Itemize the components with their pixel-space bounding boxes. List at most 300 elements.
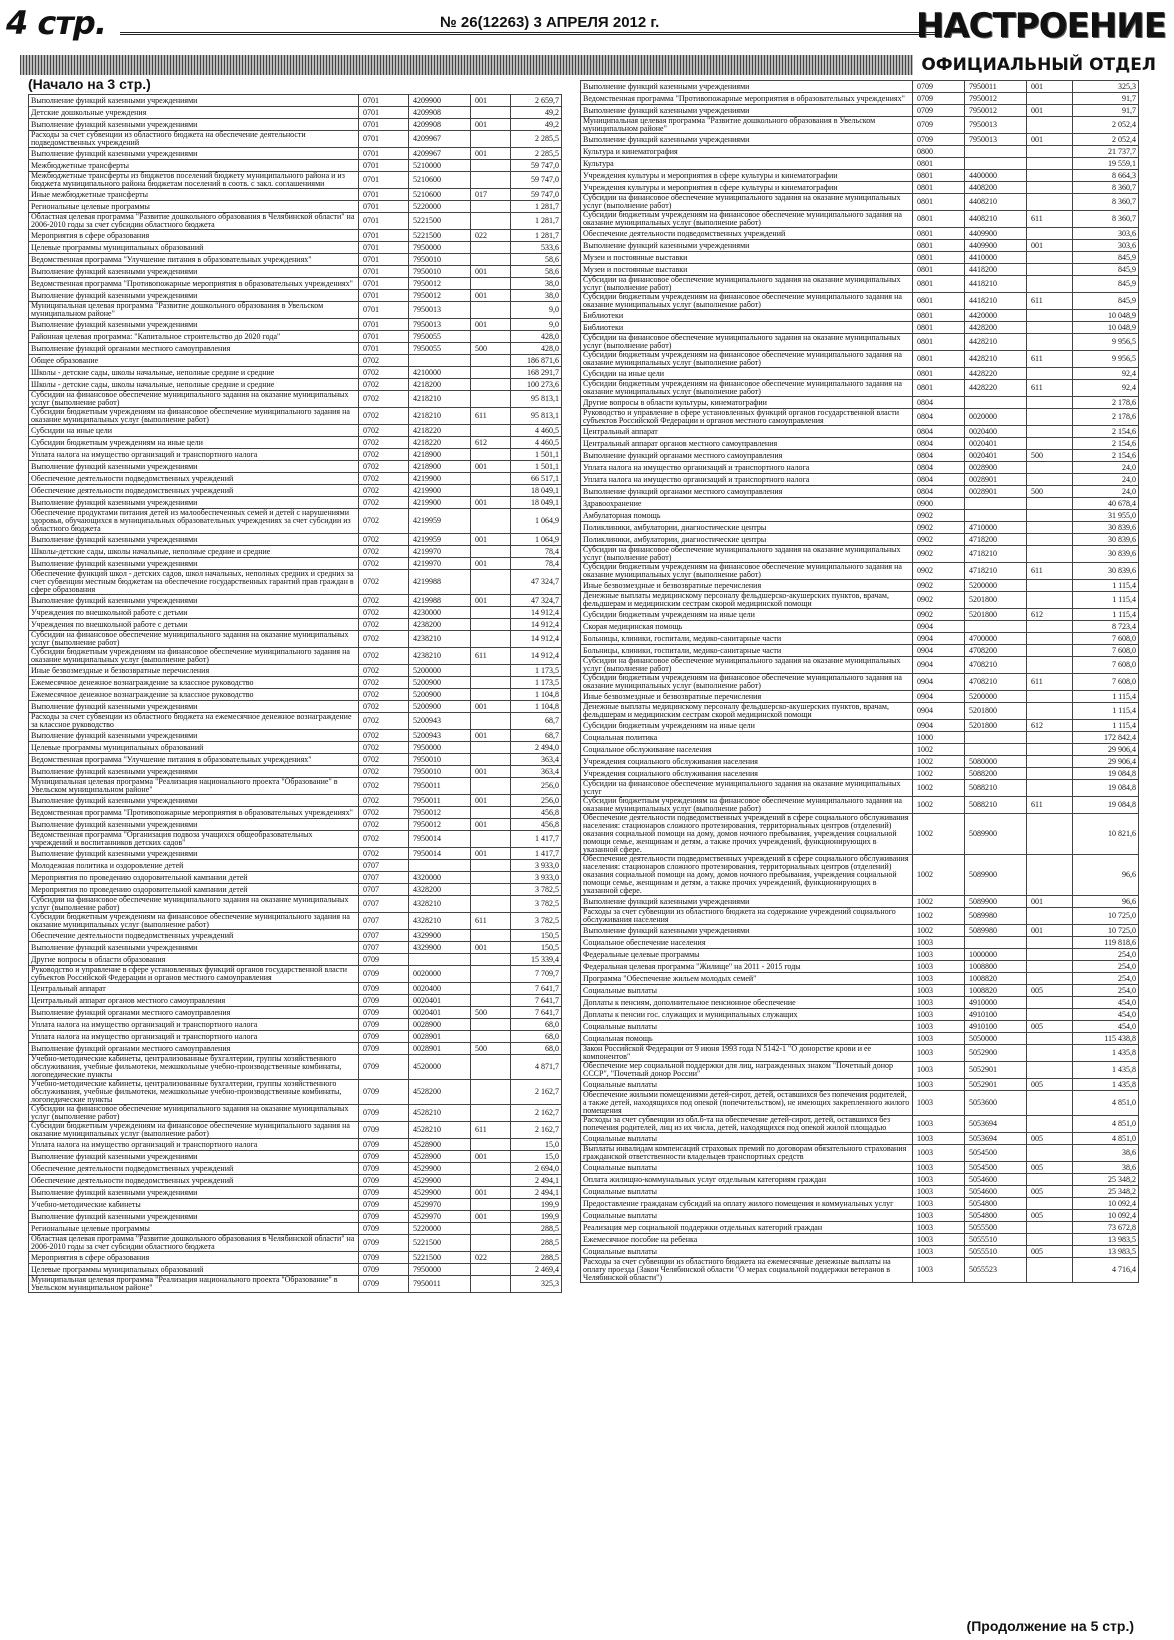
row-type: 500 — [1027, 450, 1073, 462]
row-type — [471, 278, 511, 290]
row-amount: 2 694,0 — [511, 1163, 562, 1175]
row-amount: 15,0 — [511, 1139, 562, 1151]
row-name: Выполнение функций казенными учреждениями — [581, 134, 913, 146]
row-section: 1003 — [913, 1033, 965, 1045]
row-target: 4218900 — [409, 449, 471, 461]
row-section: 0701 — [359, 331, 409, 343]
row-section: 0702 — [359, 619, 409, 631]
row-target — [965, 397, 1027, 409]
row-section: 1003 — [913, 985, 965, 997]
row-target: 5200943 — [409, 713, 471, 730]
row-target: 1008800 — [965, 961, 1027, 973]
row-target: 4529900 — [409, 1163, 471, 1175]
row-target: 5221500 — [409, 230, 471, 242]
row-target — [965, 146, 1027, 158]
row-type — [471, 677, 511, 689]
row-amount: 2 052,4 — [1073, 134, 1139, 146]
row-target: 4528210 — [409, 1105, 471, 1122]
row-section: 0709 — [359, 1223, 409, 1235]
header-rule — [120, 32, 940, 35]
row-amount: 8 723,4 — [1073, 621, 1139, 633]
row-type — [471, 713, 511, 730]
row-type — [471, 930, 511, 942]
row-type — [471, 425, 511, 437]
row-name: Учреждения по внешкольной работе с детьми — [29, 607, 359, 619]
row-target: 4708210 — [965, 674, 1027, 691]
row-amount: 47 324,7 — [511, 570, 562, 595]
row-amount: 428,0 — [511, 343, 562, 355]
table-row — [29, 819, 562, 831]
row-type — [1027, 1091, 1073, 1116]
table-row — [29, 1105, 562, 1122]
row-type — [471, 546, 511, 558]
row-section: 0702 — [359, 355, 409, 367]
row-amount: 18 049,1 — [511, 485, 562, 497]
row-name: Социальное обеспечение населения — [581, 937, 913, 949]
table-row — [581, 633, 1139, 645]
row-section: 0902 — [913, 546, 965, 563]
table-row — [29, 230, 562, 242]
row-amount: 9 956,5 — [1073, 351, 1139, 368]
row-section: 0904 — [913, 621, 965, 633]
row-amount: 14 912,4 — [511, 607, 562, 619]
row-type — [1027, 1198, 1073, 1210]
row-section: 1003 — [913, 1246, 965, 1258]
row-name: Ведомственная программа "Улучшение питания в образовательных учреждениях" — [29, 754, 359, 766]
row-name: Выполнение функций казенными учреждениями — [29, 942, 359, 954]
row-name: Иные безвозмездные и безвозвратные перечисления — [581, 691, 913, 703]
row-section: 1003 — [913, 1210, 965, 1222]
row-type — [1027, 691, 1073, 703]
row-amount: 363,4 — [511, 766, 562, 778]
row-type — [471, 1139, 511, 1151]
row-target: 4230000 — [409, 607, 471, 619]
table-row — [29, 290, 562, 302]
row-section: 0902 — [913, 580, 965, 592]
row-amount: 40 678,4 — [1073, 498, 1139, 510]
row-target: 7950012 — [965, 93, 1027, 105]
row-name: Выполнение функций казенными учреждениями — [29, 795, 359, 807]
row-target: 4528210 — [409, 1122, 471, 1139]
row-name: Другие вопросы в области образования — [29, 954, 359, 966]
row-type — [471, 355, 511, 367]
row-section: 0701 — [359, 189, 409, 201]
table-row — [29, 408, 562, 425]
row-target: 7950055 — [409, 343, 471, 355]
row-section: 1002 — [913, 797, 965, 814]
table-row — [581, 334, 1139, 351]
table-row — [29, 1187, 562, 1199]
row-amount: 4 851,0 — [1073, 1133, 1139, 1145]
row-target: 4529970 — [409, 1211, 471, 1223]
row-section: 0701 — [359, 302, 409, 319]
row-target — [965, 937, 1027, 949]
row-target: 4218210 — [409, 408, 471, 425]
row-type — [1027, 170, 1073, 182]
row-amount: 9,0 — [511, 319, 562, 331]
row-section: 1003 — [913, 1133, 965, 1145]
row-name: Субсидии на финансовое обеспечение муниципального задания на оказание муниципальных услуг (выполнение работ) — [29, 1105, 359, 1122]
row-section: 0709 — [359, 1139, 409, 1151]
row-target: 7950012 — [965, 105, 1027, 117]
row-amount: 2 178,6 — [1073, 397, 1139, 409]
row-name: Больницы, клиники, госпитали, медико-санитарные части — [581, 645, 913, 657]
row-amount: 172 842,4 — [1073, 732, 1139, 744]
row-name: Выполнение функций казенными учреждениями — [29, 558, 359, 570]
row-type — [471, 665, 511, 677]
row-section: 0801 — [913, 264, 965, 276]
row-section: 0801 — [913, 252, 965, 264]
row-type: 001 — [471, 730, 511, 742]
row-type — [1027, 276, 1073, 293]
row-amount: 29 906,4 — [1073, 756, 1139, 768]
row-target: 4219900 — [409, 497, 471, 509]
row-amount: 1 435,8 — [1073, 1079, 1139, 1091]
row-type — [471, 242, 511, 254]
table-row — [581, 409, 1139, 426]
row-amount: 1 115,4 — [1073, 703, 1139, 720]
row-name: Субсидии на иные цели — [29, 425, 359, 437]
row-name: Выполнение функций казенными учреждениями — [29, 119, 359, 131]
row-type: 612 — [471, 437, 511, 449]
row-name: Выполнение функций казенными учреждениями — [29, 730, 359, 742]
row-name: Субсидии бюджетным учреждениям на финансовое обеспечение муниципального задания на оказание муниципальных услуг (выполнение работ) — [581, 563, 913, 580]
row-name: Субсидии на финансовое обеспечение муниципального задания на оказание муниципальных услуг (выполнение работ) — [581, 334, 913, 351]
row-target: 5201800 — [965, 703, 1027, 720]
row-amount: 454,0 — [1073, 1009, 1139, 1021]
row-section: 0904 — [913, 674, 965, 691]
row-type — [1027, 397, 1073, 409]
table-row — [581, 908, 1139, 925]
table-row — [581, 1234, 1139, 1246]
row-target: 4210000 — [409, 367, 471, 379]
table-row — [581, 462, 1139, 474]
row-name: Выполнение функций казенными учреждениями — [29, 461, 359, 473]
row-type: 001 — [1027, 134, 1073, 146]
row-name: Ежемесячное денежное вознаграждение за классное руководство — [29, 689, 359, 701]
row-name: Мероприятия в сфере образования — [29, 1252, 359, 1264]
row-name: Региональные целевые программы — [29, 1223, 359, 1235]
row-type — [471, 391, 511, 408]
row-type: 005 — [1027, 1133, 1073, 1145]
row-amount: 15 339,4 — [511, 954, 562, 966]
row-type — [471, 954, 511, 966]
row-name: Выполнение функций казенными учреждениями — [29, 266, 359, 278]
row-type — [1027, 1258, 1073, 1283]
row-type: 611 — [1027, 351, 1073, 368]
row-name: Уплата налога на имущество организаций и транспортного налога — [29, 1019, 359, 1031]
row-section: 0801 — [913, 322, 965, 334]
row-amount: 1 501,1 — [511, 449, 562, 461]
table-row — [29, 778, 562, 795]
row-section: 0709 — [359, 1007, 409, 1019]
row-target: 5089900 — [965, 814, 1027, 855]
row-type — [1027, 146, 1073, 158]
row-target: 4209967 — [409, 131, 471, 148]
table-row — [29, 148, 562, 160]
row-type: 001 — [1027, 896, 1073, 908]
row-type — [471, 619, 511, 631]
row-name: Выполнение функций казенными учреждениями — [29, 290, 359, 302]
row-target: 4218210 — [409, 391, 471, 408]
row-type — [1027, 1222, 1073, 1234]
row-section: 0804 — [913, 486, 965, 498]
row-amount: 7 641,7 — [511, 1007, 562, 1019]
row-target — [965, 621, 1027, 633]
row-name: Выполнение функций органами местного самоуправления — [29, 1043, 359, 1055]
row-target: 7950011 — [409, 778, 471, 795]
row-amount: 288,5 — [511, 1223, 562, 1235]
row-name: Детские дошкольные учреждения — [29, 107, 359, 119]
row-type — [1027, 1145, 1073, 1162]
table-row — [29, 595, 562, 607]
row-target: 7950012 — [409, 278, 471, 290]
row-amount: 19 084,8 — [1073, 780, 1139, 797]
row-target: 7950011 — [965, 81, 1027, 93]
row-target: 4428220 — [965, 380, 1027, 397]
table-row — [29, 619, 562, 631]
row-type: 001 — [1027, 105, 1073, 117]
row-type — [1027, 1174, 1073, 1186]
row-target: 4238210 — [409, 631, 471, 648]
row-target: 5221500 — [409, 1252, 471, 1264]
row-amount: 256,0 — [511, 778, 562, 795]
row-name: Областная целевая программа "Развитие дошкольного образования в Челябинской области" на 2006-2010 годы за счет субсидии областного бюджета — [29, 213, 359, 230]
table-row — [29, 942, 562, 954]
table-row — [581, 1258, 1139, 1283]
row-section: 1003 — [913, 997, 965, 1009]
row-target: 5089900 — [965, 896, 1027, 908]
row-amount: 1 281,7 — [511, 230, 562, 242]
table-row — [581, 621, 1139, 633]
table-row — [29, 689, 562, 701]
row-section: 1002 — [913, 908, 965, 925]
row-section: 0702 — [359, 607, 409, 619]
row-amount: 68,0 — [511, 1019, 562, 1031]
row-target: 4528900 — [409, 1139, 471, 1151]
row-section: 0709 — [359, 1151, 409, 1163]
row-name: Муниципальная целевая программа "Развитие дошкольного образования в Увельском муниципальном районе" — [29, 302, 359, 319]
row-amount: 7 709,7 — [511, 966, 562, 983]
row-name: Учреждения культуры и мероприятия в сфере культуры и кинематографии — [581, 182, 913, 194]
row-section: 0709 — [359, 1122, 409, 1139]
row-name: Обеспечение деятельности подведомственных учреждений — [29, 473, 359, 485]
row-type — [1027, 973, 1073, 985]
row-amount: 256,0 — [511, 795, 562, 807]
row-section: 1002 — [913, 756, 965, 768]
table-row — [581, 744, 1139, 756]
row-type: 001 — [1027, 240, 1073, 252]
row-section: 1003 — [913, 1116, 965, 1133]
row-target: 5053600 — [965, 1091, 1027, 1116]
row-target: 4718210 — [965, 546, 1027, 563]
table-row — [581, 522, 1139, 534]
row-type — [1027, 768, 1073, 780]
row-name: Субсидии бюджетным учреждениям на финансовое обеспечение муниципального задания на оказание муниципальных услуг (выполнение работ) — [581, 797, 913, 814]
row-section: 0904 — [913, 645, 965, 657]
row-section: 0702 — [359, 848, 409, 860]
row-amount: 119 818,6 — [1073, 937, 1139, 949]
row-target: 5055510 — [965, 1234, 1027, 1246]
row-target — [965, 498, 1027, 510]
row-section: 0801 — [913, 240, 965, 252]
table-row — [581, 855, 1139, 896]
row-section: 0801 — [913, 380, 965, 397]
table-row — [29, 107, 562, 119]
row-section: 0804 — [913, 438, 965, 450]
row-type: 001 — [471, 766, 511, 778]
row-name: Поликлиники, амбулатории, диагностические центры — [581, 522, 913, 534]
row-type: 001 — [471, 848, 511, 860]
row-target: 5221500 — [409, 1235, 471, 1252]
row-amount: 303,6 — [1073, 240, 1139, 252]
row-amount: 59 747,0 — [511, 160, 562, 172]
row-section: 0801 — [913, 228, 965, 240]
row-section: 0702 — [359, 665, 409, 677]
row-section: 1003 — [913, 1062, 965, 1079]
row-name: Субсидии на финансовое обеспечение муниципального задания на оказание муниципальных услуг (выполнение работ) — [29, 631, 359, 648]
table-row — [581, 486, 1139, 498]
row-amount: 199,9 — [511, 1211, 562, 1223]
row-type — [1027, 1033, 1073, 1045]
table-row — [29, 160, 562, 172]
table-row — [29, 278, 562, 290]
table-row — [581, 1198, 1139, 1210]
row-amount: 1 281,7 — [511, 213, 562, 230]
row-target: 5052900 — [965, 1045, 1027, 1062]
row-section: 0904 — [913, 633, 965, 645]
row-target: 7950000 — [409, 1264, 471, 1276]
row-target: 4710000 — [965, 522, 1027, 534]
row-name: Доплаты к пенсиям, дополнительное пенсионное обеспечение — [581, 997, 913, 1009]
row-type: 612 — [1027, 609, 1073, 621]
row-amount: 24,0 — [1073, 462, 1139, 474]
row-type: 001 — [471, 319, 511, 331]
row-name: Субсидии бюджетным учреждениям на иные цели — [29, 437, 359, 449]
row-section: 0800 — [913, 146, 965, 158]
row-amount: 58,6 — [511, 254, 562, 266]
row-type — [1027, 368, 1073, 380]
row-section: 0702 — [359, 807, 409, 819]
row-section: 0709 — [359, 983, 409, 995]
row-target: 4428210 — [965, 334, 1027, 351]
row-amount: 303,6 — [1073, 228, 1139, 240]
table-row — [581, 703, 1139, 720]
row-name: Выполнение функций казенными учреждениями — [29, 497, 359, 509]
row-section: 0702 — [359, 648, 409, 665]
row-name: Центральный аппарат — [29, 983, 359, 995]
row-section: 0902 — [913, 592, 965, 609]
table-row — [581, 925, 1139, 937]
row-section: 0701 — [359, 343, 409, 355]
row-name: Выполнение функций казенными учреждениями — [29, 148, 359, 160]
row-type: 005 — [1027, 985, 1073, 997]
row-amount: 4 460,5 — [511, 437, 562, 449]
row-name: Субсидии на иные цели — [581, 368, 913, 380]
row-target: 4218900 — [409, 461, 471, 473]
row-section: 1003 — [913, 937, 965, 949]
row-target: 4718210 — [965, 563, 1027, 580]
row-target: 5054800 — [965, 1210, 1027, 1222]
row-section: 0709 — [359, 1105, 409, 1122]
table-row — [29, 930, 562, 942]
row-section: 0801 — [913, 170, 965, 182]
row-target: 7950010 — [409, 266, 471, 278]
row-amount: 2 162,7 — [511, 1080, 562, 1105]
row-target: 4218200 — [409, 379, 471, 391]
row-amount: 288,5 — [511, 1235, 562, 1252]
row-amount: 845,9 — [1073, 264, 1139, 276]
row-target: 5088210 — [965, 797, 1027, 814]
row-amount: 15,0 — [511, 1151, 562, 1163]
row-amount: 288,5 — [511, 1252, 562, 1264]
row-target: 4219900 — [409, 473, 471, 485]
row-section: 0702 — [359, 408, 409, 425]
row-name: Ведомственная программа "Противопожарные мероприятия в образовательных учреждениях" — [29, 278, 359, 290]
row-type — [1027, 633, 1073, 645]
row-target: 5052901 — [965, 1062, 1027, 1079]
table-row — [581, 510, 1139, 522]
budget-table-right — [580, 80, 1139, 1283]
row-section: 0709 — [359, 1019, 409, 1031]
row-type: 005 — [1027, 1246, 1073, 1258]
row-name: Выполнение функций казенными учреждениями — [29, 701, 359, 713]
row-type: 001 — [471, 534, 511, 546]
row-target: 5054500 — [965, 1162, 1027, 1174]
row-section: 0701 — [359, 148, 409, 160]
row-type — [471, 302, 511, 319]
row-type — [1027, 310, 1073, 322]
row-name: Мероприятия по проведению оздоровительной кампании детей — [29, 872, 359, 884]
row-amount: 19 559,1 — [1073, 158, 1139, 170]
row-target: 4910000 — [965, 997, 1027, 1009]
row-amount: 19 084,8 — [1073, 797, 1139, 814]
row-section: 0709 — [359, 995, 409, 1007]
row-target: 5054600 — [965, 1174, 1027, 1186]
row-type: 612 — [1027, 720, 1073, 732]
row-name: Обеспечение мер социальной поддержки для лиц, награжденных знаком "Почетный донор СССР", "Почетный донор России" — [581, 1062, 913, 1079]
row-section: 1003 — [913, 1162, 965, 1174]
row-amount: 1 501,1 — [511, 461, 562, 473]
row-target: 4529900 — [409, 1175, 471, 1187]
table-row — [29, 1080, 562, 1105]
row-type: 001 — [471, 819, 511, 831]
table-row — [29, 1043, 562, 1055]
row-amount: 10 048,9 — [1073, 322, 1139, 334]
row-target: 7950000 — [409, 242, 471, 254]
row-target: 0020000 — [409, 966, 471, 983]
row-target: 0028901 — [965, 486, 1027, 498]
row-name: Социальные выплаты — [581, 1246, 913, 1258]
row-type — [471, 367, 511, 379]
row-name: Расходы за счет субвенции из областного бюджета на содержание учреждений социального обслуживания населения — [581, 908, 913, 925]
row-name: Руководство и управление в сфере установленных функций органов государственной власти субъектов Российской Федерации и органов местного самоуправления — [29, 966, 359, 983]
row-type: 005 — [1027, 1079, 1073, 1091]
table-row — [29, 1199, 562, 1211]
row-target: 4219959 — [409, 534, 471, 546]
row-section: 0701 — [359, 131, 409, 148]
row-type — [471, 966, 511, 983]
row-name: Выполнение функций казенными учреждениями — [29, 1211, 359, 1223]
row-name: Выполнение функций казенными учреждениями — [29, 1187, 359, 1199]
row-target: 4238210 — [409, 648, 471, 665]
table-row — [29, 1264, 562, 1276]
row-section: 0709 — [359, 1199, 409, 1211]
row-target: 4700000 — [965, 633, 1027, 645]
row-name: Общее образование — [29, 355, 359, 367]
row-name: Обеспечение функций школ - детских садов, школ начальных, неполных средних и средних за счет субвенции местным бюджетам на обеспечение государственных гарантий прав граждан в сфере образования — [29, 570, 359, 595]
row-section: 1003 — [913, 949, 965, 961]
